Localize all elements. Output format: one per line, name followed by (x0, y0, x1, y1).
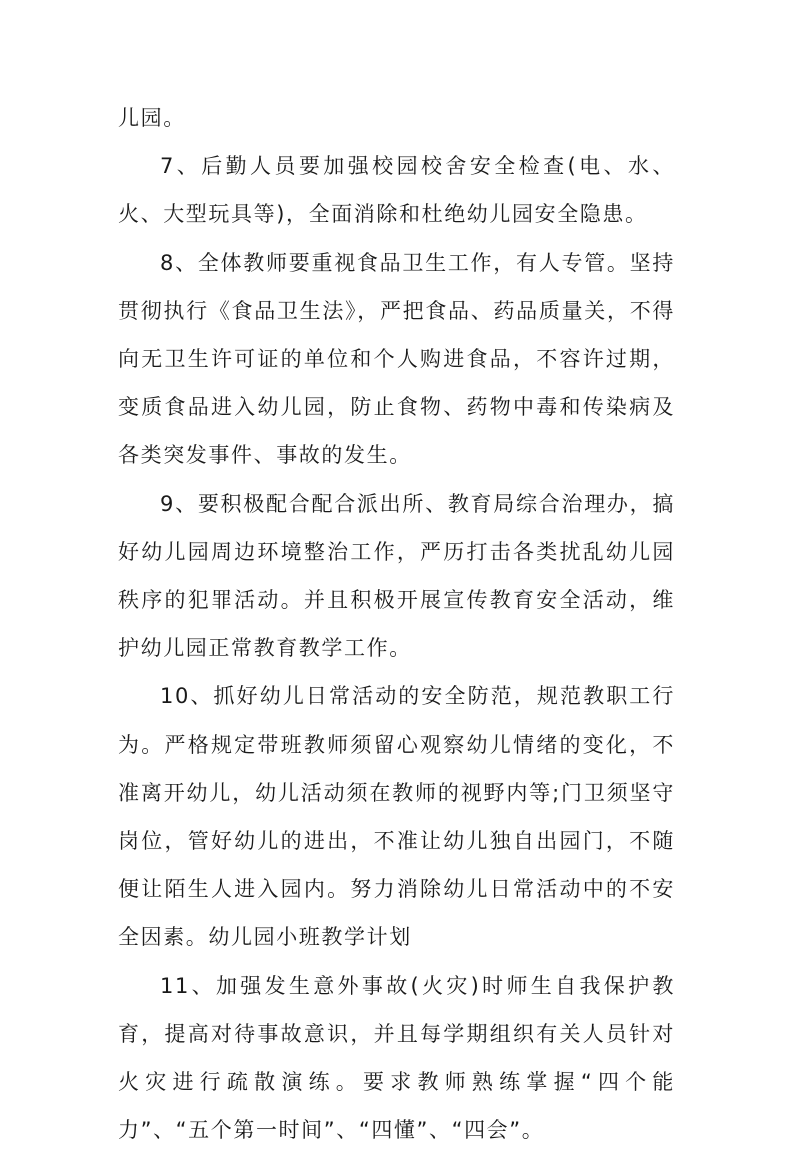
paragraph-item-8: 8、全体教师要重视食品卫生工作，有人专管。坚持贯彻执行《食品卫生法》，严把食品、药品质量关，不得向无卫生许可证的单位和个人购进食品，不容许过期，变质食品进入幼儿园，防止食物、药物中毒和传染病及各类突发事件、事故的发生。 (118, 250, 675, 468)
paragraph-item-10: 10、抓好幼儿日常活动的安全防范，规范教职工行为。严格规定带班教师须留心观察幼儿情绪的变化，不准离开幼儿，幼儿活动须在教师的视野内等;门卫须坚守岗位，管好幼儿的进出，不准让幼儿独自出园门，不随便让陌生人进入园内。努力消除幼儿日常活动中的不安全因素。幼儿园小班教学计划 (118, 684, 675, 950)
paragraph-item-9: 9、要积极配合配合派出所、教育局综合治理办，搞好幼儿园周边环境整治工作，严历打击各类扰乱幼儿园秩序的犯罪活动。并且积极开展宣传教育安全活动，维护幼儿园正常教育教学工作。 (118, 491, 675, 661)
paragraph-continuation: 儿园。 (118, 106, 186, 130)
paragraph-item-7: 7、后勤人员要加强校园校舍安全检查(电、水、火、大型玩具等)，全面消除和杜绝幼儿园安全隐患。 (118, 154, 675, 227)
paragraph-item-11: 11、加强发生意外事故(火灾)时师生自我保护教育，提高对待事故意识，并且每学期组织有关人员针对火灾进行疏散演练。要求教师熟练掌握“四个能力”、“五个第一时间”、“四懂”、“四会”。 (118, 973, 675, 1143)
